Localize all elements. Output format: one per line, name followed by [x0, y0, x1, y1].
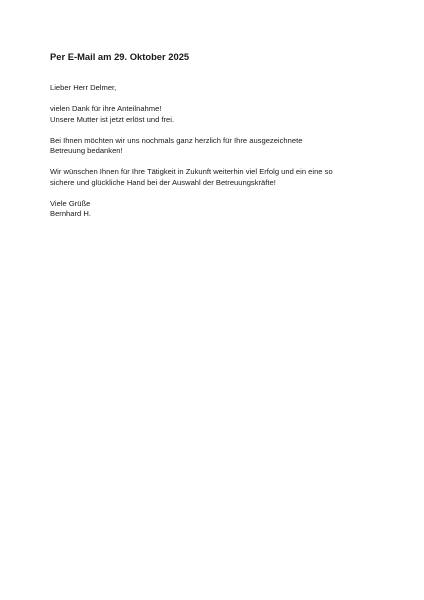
letter-body: [50, 50, 380, 230]
paragraph-thanks: [50, 104, 380, 125]
signature-name: Bernhard H.: [50, 209, 91, 218]
greeting: [50, 83, 380, 94]
paragraph-line: sichere und glückliche Hand bei der Auswahl der Betreuungskräfte!: [50, 177, 276, 187]
paragraph-wishes: [50, 167, 380, 188]
closing-line: Viele Grüße: [50, 198, 91, 208]
paragraph-appreciation: [50, 136, 380, 157]
paragraph-line: vielen Dank für ihre Anteilnahme!: [50, 104, 162, 113]
paragraph-line: Unsere Mutter ist jetzt erlöst und frei.: [50, 114, 175, 124]
letter-heading: Per E-Mail am 29. Oktober 2025: [50, 51, 190, 62]
paragraph-line: Wir wünschen Ihnen für Ihre Tätigkeit in Zukunft weiterhin viel Erfolg und ein eine so: [50, 167, 333, 176]
paragraph-line: Betreuung bedanken!: [50, 146, 123, 155]
closing-signature: [50, 199, 380, 220]
greeting-line: Lieber Herr Delmer,: [50, 83, 117, 92]
paragraph-line: Bei Ihnen möchten wir uns nochmals ganz herzlich für Ihre ausgezeichnete: [50, 135, 303, 145]
